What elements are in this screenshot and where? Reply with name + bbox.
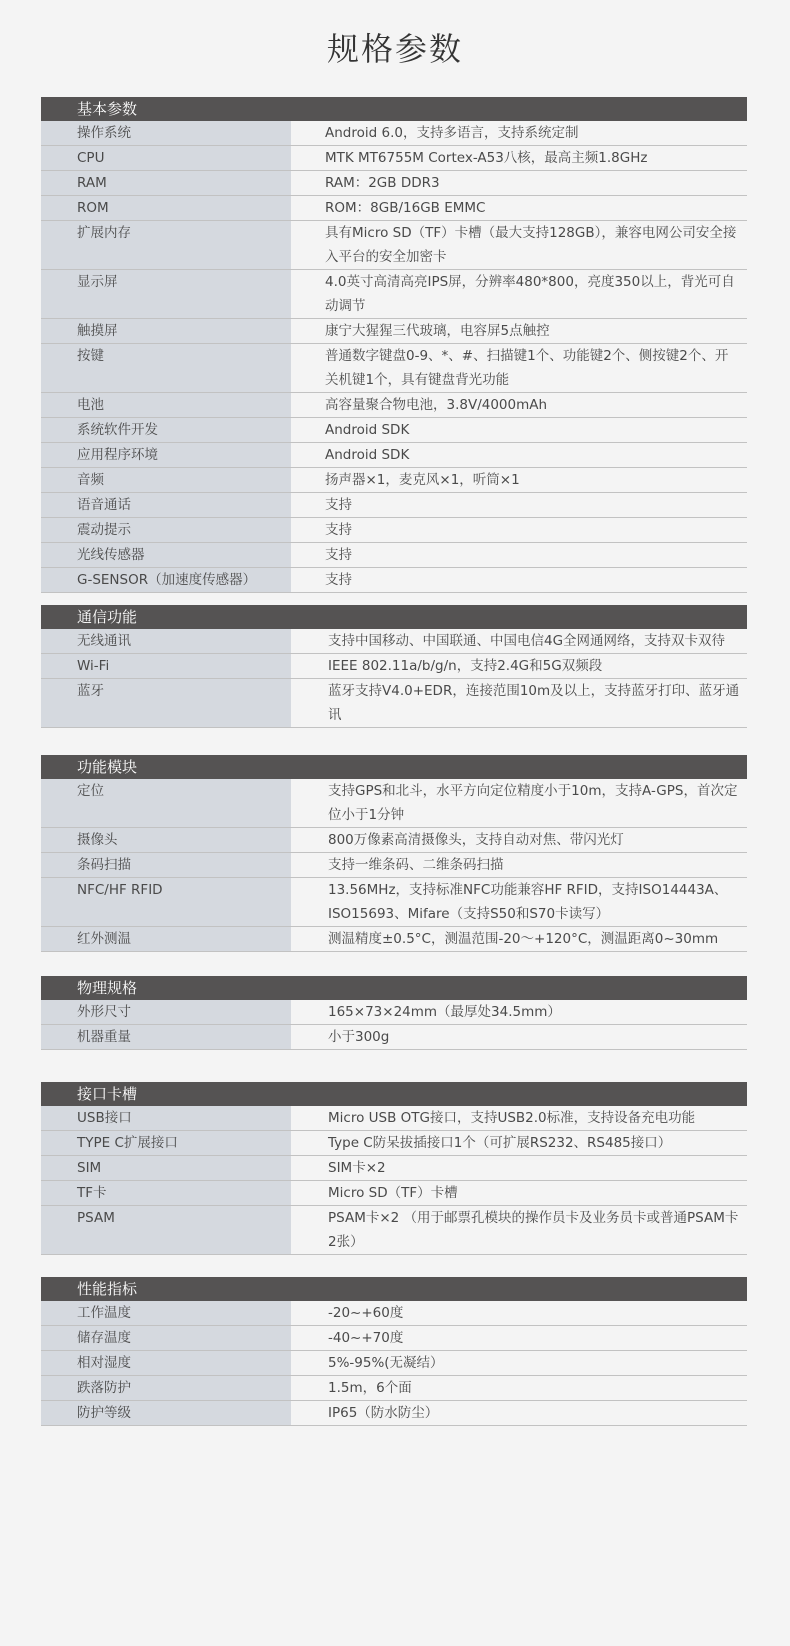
row-value: Android SDK xyxy=(325,422,410,438)
row-key: PSAM xyxy=(41,1206,291,1254)
table-row xyxy=(41,1206,747,1255)
table-row xyxy=(41,418,747,443)
table-row xyxy=(41,196,747,221)
row-value: 5%-95%(无凝结） xyxy=(328,1355,444,1371)
table-row xyxy=(41,171,747,196)
section-title: 接口卡槽 xyxy=(41,1082,747,1106)
table-row xyxy=(41,654,747,679)
row-value: Type C防呆拔插接口1个（可扩展RS232、RS485接口） xyxy=(328,1135,672,1151)
section-title: 基本参数 xyxy=(41,97,747,121)
row-key: 按键 xyxy=(41,344,291,392)
row-value: 165×73×24mm（最厚处34.5mm） xyxy=(328,1004,561,1020)
table-row xyxy=(41,927,747,952)
row-value: 支持 xyxy=(325,547,352,563)
row-value: 具有Micro SD（TF）卡槽（最大支持128GB），兼容电网公司安全接入平台的安全加密卡 xyxy=(325,225,737,265)
section-title: 功能模块 xyxy=(41,755,747,779)
row-value: -20~+60度 xyxy=(328,1305,404,1321)
row-value: 支持GPS和北斗，水平方向定位精度小于10m，支持A-GPS，首次定位小于1分钟 xyxy=(328,783,738,823)
row-key: 语音通话 xyxy=(41,493,291,517)
table-row xyxy=(41,121,747,146)
row-value: RAM：2GB DDR3 xyxy=(325,175,440,191)
section-basic-params xyxy=(41,97,747,593)
row-value: 支持 xyxy=(325,497,352,513)
section-function-modules xyxy=(41,755,747,952)
table-row xyxy=(41,344,747,393)
row-value: ROM：8GB/16GB EMMC xyxy=(325,200,486,216)
row-key: 光线传感器 xyxy=(41,543,291,567)
row-value: PSAM卡×2 （用于邮票孔模块的操作员卡及业务员卡或普通PSAM卡2张） xyxy=(328,1210,739,1250)
row-value: 蓝牙支持V4.0+EDR，连接范围10m及以上，支持蓝牙打印、蓝牙通讯 xyxy=(328,683,740,723)
table-row xyxy=(41,1025,747,1050)
row-value: 测温精度±0.5°C，测温范围-20～+120°C，测温距离0~30mm xyxy=(328,931,719,947)
table-row xyxy=(41,518,747,543)
row-value: MTK MT6755M Cortex-A53八核，最高主频1.8GHz xyxy=(325,150,648,166)
row-value: 4.0英寸高清高亮IPS屏，分辨率480*800，亮度350以上，背光可自动调节 xyxy=(325,274,735,314)
row-key: SIM xyxy=(41,1156,291,1180)
section-title: 通信功能 xyxy=(41,605,747,629)
row-key: NFC/HF RFID xyxy=(41,878,291,926)
row-key: 蓝牙 xyxy=(41,679,291,727)
row-value: Micro SD（TF）卡槽 xyxy=(328,1185,458,1201)
row-key: TF卡 xyxy=(41,1181,291,1205)
row-key: 音频 xyxy=(41,468,291,492)
row-key: 扩展内存 xyxy=(41,221,291,269)
row-key: 定位 xyxy=(41,779,291,827)
table-row xyxy=(41,1181,747,1206)
table-row xyxy=(41,146,747,171)
table-row xyxy=(41,1301,747,1326)
row-value: 800万像素高清摄像头，支持自动对焦、带闪光灯 xyxy=(328,832,624,848)
row-key: 系统软件开发 xyxy=(41,418,291,442)
table-row xyxy=(41,1401,747,1426)
row-value: IP65（防水防尘） xyxy=(328,1405,439,1421)
table-row xyxy=(41,319,747,344)
row-key: 摄像头 xyxy=(41,828,291,852)
row-key: ROM xyxy=(41,196,291,220)
table-row xyxy=(41,543,747,568)
row-key: 相对湿度 xyxy=(41,1351,291,1375)
table-row xyxy=(41,443,747,468)
table-row xyxy=(41,1326,747,1351)
table-row xyxy=(41,270,747,319)
row-key: 红外测温 xyxy=(41,927,291,951)
row-value: 支持中国移动、中国联通、中国电信4G全网通网络，支持双卡双待 xyxy=(328,633,726,649)
row-key: 条码扫描 xyxy=(41,853,291,877)
table-row xyxy=(41,878,747,927)
table-row xyxy=(41,1000,747,1025)
row-key: 操作系统 xyxy=(41,121,291,145)
row-value: Android SDK xyxy=(325,447,410,463)
row-key: Wi-Fi xyxy=(41,654,291,678)
row-key: 外形尺寸 xyxy=(41,1000,291,1024)
table-row xyxy=(41,568,747,593)
row-value: 康宁大猩猩三代玻璃，电容屏5点触控 xyxy=(325,323,550,339)
row-key: G-SENSOR（加速度传感器） xyxy=(41,568,291,592)
table-row xyxy=(41,1376,747,1401)
row-key: 震动提示 xyxy=(41,518,291,542)
row-key: 显示屏 xyxy=(41,270,291,318)
row-value: 普通数字键盘0-9、*、#、扫描键1个、功能键2个、侧按键2个、开关机键1个，具有键盘背光功能 xyxy=(325,348,729,388)
row-key: 应用程序环境 xyxy=(41,443,291,467)
row-value: 支持 xyxy=(325,572,352,588)
row-key: 机器重量 xyxy=(41,1025,291,1049)
table-row xyxy=(41,828,747,853)
row-key: 防护等级 xyxy=(41,1401,291,1425)
row-key: 无线通讯 xyxy=(41,629,291,653)
table-row xyxy=(41,853,747,878)
row-key: 工作温度 xyxy=(41,1301,291,1325)
table-row xyxy=(41,1131,747,1156)
row-value: Micro USB OTG接口，支持USB2.0标准，支持设备充电功能 xyxy=(328,1110,696,1126)
table-row xyxy=(41,493,747,518)
section-title: 性能指标 xyxy=(41,1277,747,1301)
row-value: IEEE 802.11a/b/g/n，支持2.4G和5G双频段 xyxy=(328,658,603,674)
section-performance xyxy=(41,1277,747,1426)
table-row xyxy=(41,779,747,828)
row-value: 高容量聚合物电池，3.8V/4000mAh xyxy=(325,397,548,413)
table-row xyxy=(41,1156,747,1181)
row-key: 跌落防护 xyxy=(41,1376,291,1400)
section-title: 物理规格 xyxy=(41,976,747,1000)
row-key: TYPE C扩展接口 xyxy=(41,1131,291,1155)
row-value: 支持 xyxy=(325,522,352,538)
section-communication xyxy=(41,605,747,728)
table-row xyxy=(41,1351,747,1376)
row-key: RAM xyxy=(41,171,291,195)
table-row xyxy=(41,468,747,493)
row-key: 电池 xyxy=(41,393,291,417)
row-value: 扬声器×1，麦克风×1，听筒×1 xyxy=(325,472,520,488)
row-value: Android 6.0，支持多语言，支持系统定制 xyxy=(325,125,579,141)
row-key: 触摸屏 xyxy=(41,319,291,343)
row-key: 储存温度 xyxy=(41,1326,291,1350)
row-value: SIM卡×2 xyxy=(328,1160,386,1176)
row-value: 13.56MHz，支持标准NFC功能兼容HF RFID，支持ISO14443A、ISO15693、Mifare（支持S50和S70卡读写） xyxy=(328,882,728,922)
table-row xyxy=(41,1106,747,1131)
table-row xyxy=(41,393,747,418)
section-interfaces xyxy=(41,1082,747,1255)
row-value: 支持一维条码、二维条码扫描 xyxy=(328,857,504,873)
row-key: CPU xyxy=(41,146,291,170)
table-row xyxy=(41,221,747,270)
row-value: -40~+70度 xyxy=(328,1330,404,1346)
table-row xyxy=(41,679,747,728)
page-title: 规格参数 xyxy=(326,30,463,68)
table-row xyxy=(41,629,747,654)
row-key: USB接口 xyxy=(41,1106,291,1130)
row-value: 1.5m，6个面 xyxy=(328,1380,412,1396)
section-physical-specs xyxy=(41,976,747,1050)
row-value: 小于300g xyxy=(328,1029,390,1045)
